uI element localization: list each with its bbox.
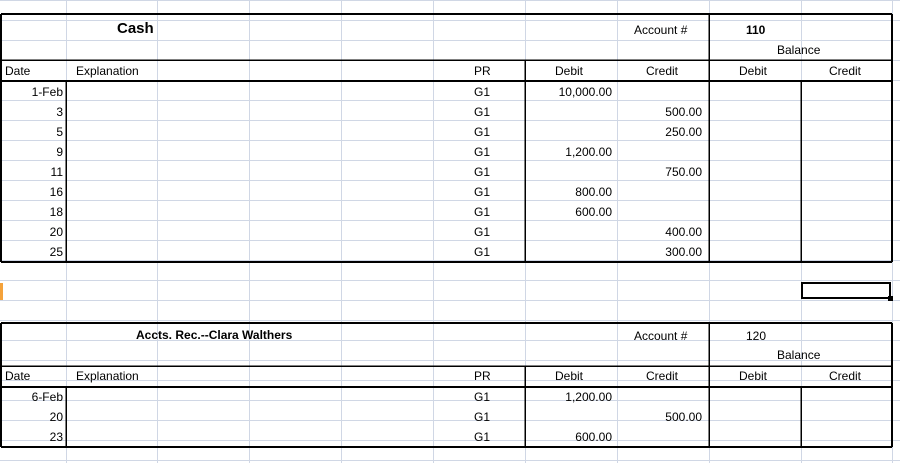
cell-credit[interactable]: [619, 145, 702, 159]
header-balance-debit[interactable]: Debit: [739, 64, 768, 78]
cell-credit[interactable]: [619, 430, 702, 444]
cell-debit[interactable]: [527, 105, 612, 119]
cell-date[interactable]: 20: [49, 410, 63, 424]
cell-credit[interactable]: [619, 185, 702, 199]
cell-pr[interactable]: G1: [474, 105, 491, 119]
cell-credit[interactable]: 500.00: [665, 105, 702, 119]
ledger-title[interactable]: Accts. Rec.--Clara Walthers: [136, 328, 293, 342]
cell-date[interactable]: 9: [56, 145, 63, 159]
cell-debit[interactable]: 10,000.00: [558, 85, 612, 99]
cell-date[interactable]: 1-Feb: [31, 85, 63, 99]
account-number-label[interactable]: Account #: [634, 329, 688, 343]
header-credit[interactable]: Credit: [646, 369, 679, 383]
cell-date[interactable]: 25: [49, 245, 63, 259]
account-number-value[interactable]: 120: [746, 329, 767, 343]
cell-debit[interactable]: 600.00: [575, 205, 612, 219]
cell-date[interactable]: 6-Feb: [31, 390, 63, 404]
header-balance-credit[interactable]: Credit: [829, 369, 862, 383]
header-credit[interactable]: Credit: [646, 64, 679, 78]
cell-debit[interactable]: [527, 245, 612, 259]
header-pr[interactable]: PR: [474, 64, 491, 78]
header-pr[interactable]: PR: [474, 369, 491, 383]
cell-pr[interactable]: G1: [474, 225, 491, 239]
cell-date[interactable]: 5: [56, 125, 63, 139]
cell-pr[interactable]: G1: [474, 145, 491, 159]
cell-pr[interactable]: G1: [474, 85, 491, 99]
cell-debit[interactable]: 1,200.00: [565, 390, 612, 404]
cell-credit[interactable]: 250.00: [665, 125, 702, 139]
cell-credit[interactable]: 300.00: [665, 245, 702, 259]
cell-credit[interactable]: [619, 85, 702, 99]
cell-credit[interactable]: 400.00: [665, 225, 702, 239]
header-balance-credit[interactable]: Credit: [829, 64, 862, 78]
account-number-value[interactable]: 110: [746, 23, 766, 37]
header-date[interactable]: Date: [5, 369, 31, 383]
cell-date[interactable]: 20: [49, 225, 63, 239]
cell-pr[interactable]: G1: [474, 125, 491, 139]
cell-credit[interactable]: [619, 205, 702, 219]
cell-credit[interactable]: 750.00: [665, 165, 702, 179]
cell-date[interactable]: 11: [50, 165, 63, 179]
balance-label[interactable]: Balance: [777, 43, 821, 57]
cell-pr[interactable]: G1: [474, 245, 491, 259]
selected-cell[interactable]: [801, 282, 891, 299]
account-number-label[interactable]: Account #: [634, 23, 688, 37]
header-debit[interactable]: Debit: [555, 369, 584, 383]
cell-pr[interactable]: G1: [474, 390, 491, 404]
cell-pr[interactable]: G1: [474, 165, 491, 179]
header-balance-debit[interactable]: Debit: [739, 369, 768, 383]
row-highlight-marker: [0, 283, 3, 300]
cell-debit[interactable]: 1,200.00: [565, 145, 612, 159]
cell-date[interactable]: 18: [49, 205, 63, 219]
ledger-title[interactable]: Cash: [117, 20, 154, 37]
cell-debit[interactable]: 600.00: [575, 430, 612, 444]
cell-credit[interactable]: 500.00: [665, 410, 702, 424]
header-date[interactable]: Date: [5, 64, 31, 78]
header-explanation[interactable]: Explanation: [76, 369, 139, 383]
cell-pr[interactable]: G1: [474, 430, 491, 444]
header-explanation[interactable]: Explanation: [76, 64, 139, 78]
cell-date[interactable]: 3: [56, 105, 63, 119]
cell-debit[interactable]: [527, 165, 612, 179]
cell-credit[interactable]: [619, 390, 702, 404]
cell-debit[interactable]: [527, 410, 612, 424]
cell-date[interactable]: 23: [49, 430, 63, 444]
header-debit[interactable]: Debit: [555, 64, 584, 78]
cell-debit[interactable]: 800.00: [575, 185, 612, 199]
cell-pr[interactable]: G1: [474, 205, 491, 219]
balance-label[interactable]: Balance: [777, 348, 821, 362]
cell-debit[interactable]: [527, 225, 612, 239]
cell-date[interactable]: 16: [49, 185, 63, 199]
cell-pr[interactable]: G1: [474, 185, 491, 199]
fill-handle[interactable]: [888, 296, 893, 301]
cell-pr[interactable]: G1: [474, 410, 491, 424]
cell-debit[interactable]: [527, 125, 612, 139]
